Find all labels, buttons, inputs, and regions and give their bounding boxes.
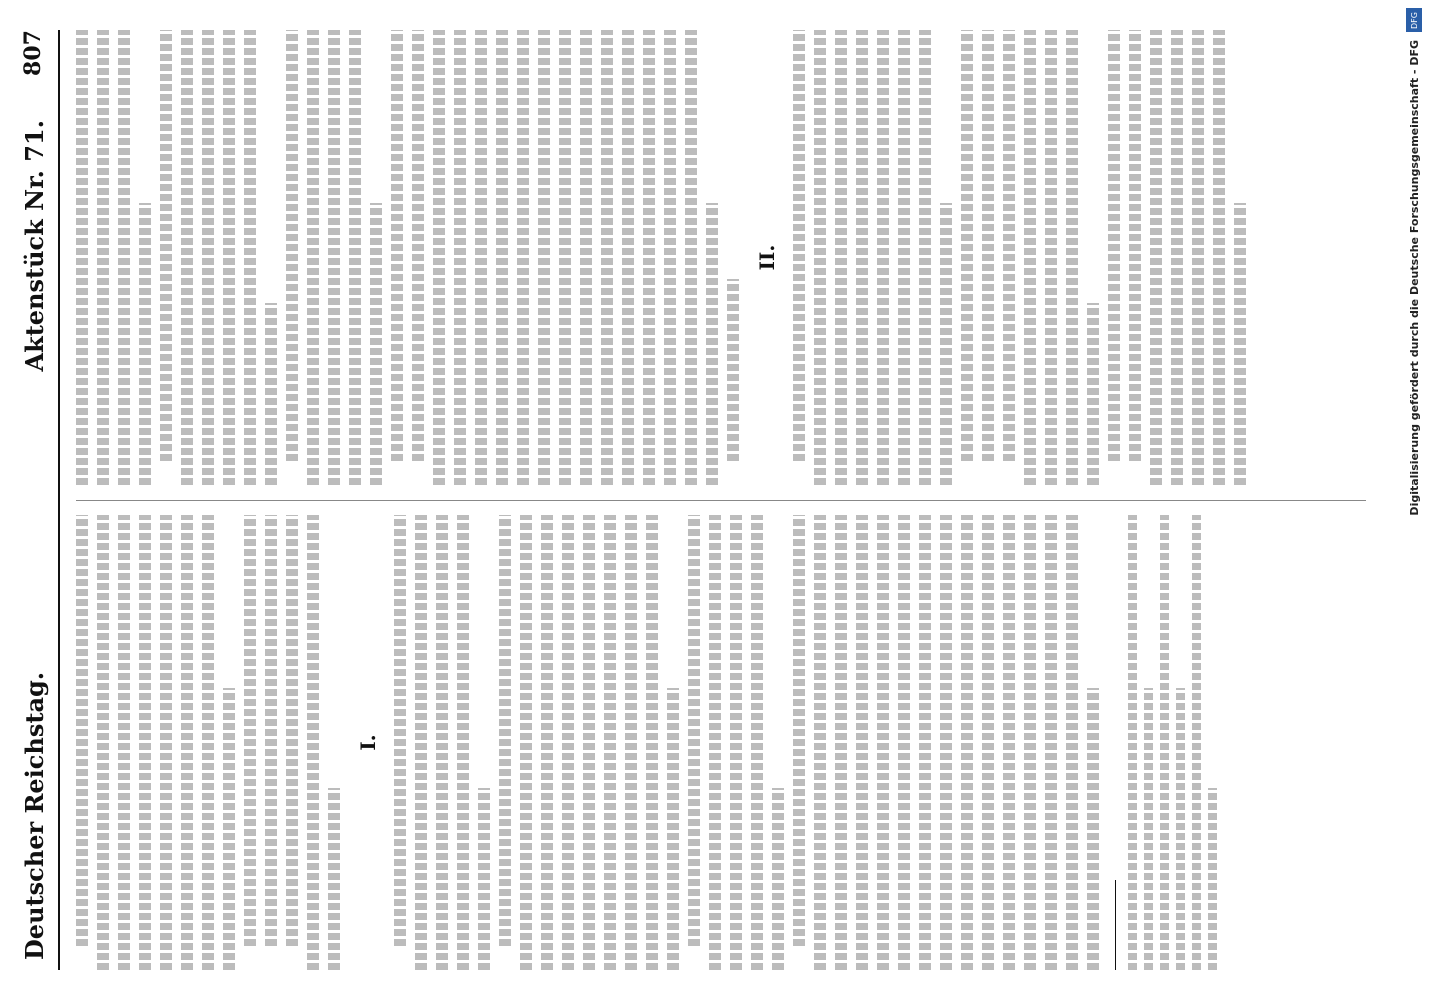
- body-line: [877, 515, 889, 970]
- footnote-line: [1160, 515, 1169, 970]
- body-line: [76, 30, 88, 485]
- body-line: [562, 515, 574, 970]
- body-line: [961, 30, 973, 461]
- body-line: [433, 30, 445, 485]
- body-line: [898, 30, 910, 485]
- body-line: [772, 788, 784, 970]
- body-line: [1192, 30, 1204, 485]
- body-line: [496, 30, 508, 485]
- body-line: [727, 279, 739, 461]
- footnote-line: [1144, 688, 1153, 970]
- body-line: [982, 30, 994, 461]
- body-line: [643, 30, 655, 485]
- body-line: [751, 515, 763, 970]
- body-line: [919, 515, 931, 970]
- body-line: [1129, 30, 1141, 461]
- body-line: [601, 30, 613, 485]
- body-line: [856, 30, 868, 485]
- footnote-line: [1192, 515, 1201, 970]
- body-line: [349, 30, 361, 485]
- body-line: [478, 788, 490, 970]
- body-line: [898, 515, 910, 970]
- body-line: [328, 788, 340, 970]
- body-line: [622, 30, 634, 485]
- header-title-right: Aktenstück Nr. 71.: [20, 120, 49, 372]
- footnote-rule: [1115, 880, 1116, 970]
- body-line: [580, 30, 592, 485]
- body-line: [286, 30, 298, 461]
- body-line: [667, 688, 679, 970]
- body-line: [1213, 30, 1225, 485]
- body-line: [223, 688, 235, 970]
- body-line: [814, 515, 826, 970]
- body-line: [454, 30, 466, 485]
- body-line: [328, 30, 340, 485]
- body-line: [541, 515, 553, 970]
- body-line: [265, 303, 277, 485]
- body-line: [244, 515, 256, 946]
- body-line: [559, 30, 571, 485]
- body-line: [139, 203, 151, 485]
- body-line: [97, 30, 109, 485]
- body-line: [856, 515, 868, 970]
- body-line: [940, 515, 952, 970]
- body-line: [457, 515, 469, 970]
- body-line: [223, 30, 235, 485]
- body-line: [1087, 303, 1099, 485]
- body-line: [391, 30, 403, 461]
- body-line: [625, 515, 637, 970]
- body-line: [919, 30, 931, 485]
- body-line: [499, 515, 511, 946]
- body-line: [181, 515, 193, 970]
- header-rule: [58, 30, 60, 970]
- body-line: [1087, 688, 1099, 970]
- body-line: [982, 515, 994, 970]
- body-line: [394, 515, 406, 946]
- footnote-line: [1176, 688, 1185, 970]
- body-line: [688, 515, 700, 946]
- body-line: [475, 30, 487, 485]
- running-header: [20, 120, 49, 960]
- body-line: [160, 515, 172, 970]
- body-line: [307, 515, 319, 970]
- body-line: [646, 515, 658, 970]
- credit-text: Digitalisierung gefördert durch die Deutsche Forschungsgemeinschaft - DFG: [1407, 40, 1421, 516]
- header-title-left: Deutscher Reichstag.: [20, 671, 49, 960]
- body-line: [1234, 203, 1246, 485]
- body-line: [1024, 30, 1036, 485]
- column-divider: [76, 500, 1366, 501]
- right-column: [76, 30, 1366, 485]
- body-line: [76, 515, 88, 946]
- body-line: [793, 515, 805, 946]
- body-line: [517, 30, 529, 485]
- body-line: [793, 30, 805, 461]
- body-line: [706, 203, 718, 485]
- body-line: [202, 515, 214, 970]
- body-line: [877, 30, 889, 485]
- body-line: [1150, 30, 1162, 485]
- body-line: [118, 515, 130, 970]
- body-line: [1003, 30, 1015, 461]
- body-line: [664, 30, 676, 485]
- body-line: [181, 30, 193, 485]
- section-numeral-one: I.: [356, 734, 380, 751]
- body-line: [307, 30, 319, 485]
- body-line: [412, 30, 424, 461]
- body-line: [1003, 515, 1015, 970]
- body-line: [835, 30, 847, 485]
- digitization-credit: [1400, 0, 1428, 1008]
- body-line: [97, 515, 109, 970]
- left-column: [76, 515, 1366, 970]
- body-line: [709, 515, 721, 970]
- body-line: [1066, 515, 1078, 970]
- body-line: [244, 30, 256, 485]
- body-line: [520, 515, 532, 970]
- body-line: [961, 515, 973, 970]
- body-line: [538, 30, 550, 485]
- body-line: [1066, 30, 1078, 485]
- body-line: [1024, 515, 1036, 970]
- body-line: [415, 515, 427, 970]
- body-line: [1171, 30, 1183, 485]
- body-line: [1045, 30, 1057, 485]
- footnote-line: [1208, 788, 1217, 970]
- body-line: [583, 515, 595, 970]
- body-line: [118, 30, 130, 485]
- body-line: [1045, 515, 1057, 970]
- body-line: [139, 515, 151, 970]
- body-line: [685, 30, 697, 485]
- footnote-line: [1128, 515, 1137, 970]
- dfg-logo-icon: DFG: [1406, 8, 1422, 32]
- body-line: [265, 515, 277, 946]
- body-line: [160, 30, 172, 461]
- section-numeral-two: II.: [755, 244, 779, 271]
- body-line: [202, 30, 214, 485]
- body-line: [1108, 30, 1120, 461]
- body-line: [814, 30, 826, 485]
- body-line: [370, 203, 382, 485]
- body-line: [436, 515, 448, 970]
- page-number: 807: [20, 30, 46, 76]
- body-line: [730, 515, 742, 970]
- body-line: [604, 515, 616, 970]
- body-line: [835, 515, 847, 970]
- body-line: [940, 203, 952, 485]
- body-line: [286, 515, 298, 946]
